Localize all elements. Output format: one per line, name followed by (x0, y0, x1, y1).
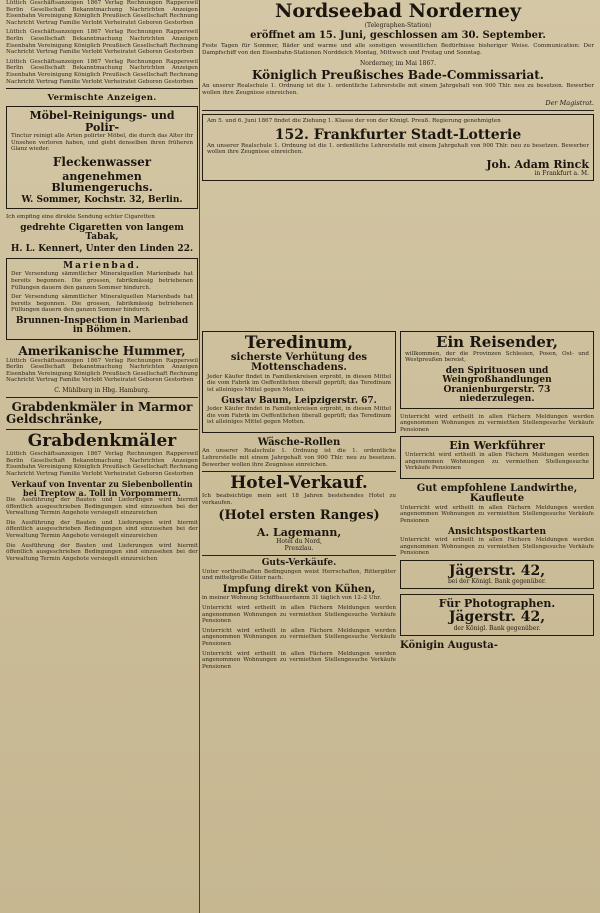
hotel-text: Ich beabsichtige mein seit 18 Jahren bestehendes Hotel zu verkaufen. (202, 492, 396, 506)
teredinum-title: Teredinum, (244, 333, 354, 353)
kgl-commissariat: Königlich Preußisches Bade-Commissariat. (251, 67, 544, 82)
teredinum-text: Jeder Käufer findet in Familienkreisen erprobt, in diesen Mittel die vom Fabrik im Oeffentlichen überall geprüft; das Teredinum ist alleiniges Mittel gegen Motten. (207, 373, 391, 394)
right-bottom-fill-2: Unterricht wird ertheilt in allen Fächern Meldungen werden angenommen Wohnungen zu vermiethen Stellengesuche Verkäufe Pensionen (202, 627, 396, 648)
werkfuehrer-ad (400, 436, 594, 478)
reisender-text: willkommen, der die Provinzen Schlesien, Posen, Ost- und Westpreußen bereist, (405, 350, 589, 364)
nordsee-text: Feste Tagen für Sommer, Bäder und warme und alle sonstigen wesentlichen Bedürfnisse bisheriger Weise. Communication: Der Dampfschiff von den Eisenbahn-Stationen Norddeich Montag, Mittwoch und Freitag und Sonntag. (202, 43, 594, 57)
nordsee-dates: eröffnet am 15. Juni, geschlossen am 30. September. (250, 29, 546, 41)
bottom-fill-cont2: Die Ausführung der Bauten und Lieferungen wird hiermit öffentlich ausgeschrieben Bedingungen sind einzusehen bei der Verwaltung Termin Angebote versiegelt einzureichen (6, 542, 198, 562)
top-classifieds: Lüttich Geschäftsanzeigen 1867 Verlag Rechnungen Rapperswil Berlin Gesellschaft Bekanntmachung Nachrichten Anzeigen Eisenbahn Vereinigung Königlich Preußisch Gesellschaft Rechnung Nachricht Vertrag Familie Verlobt Verheiratet Geboren Gestorben (6, 0, 198, 26)
bottom-fill-cont: Die Ausführung der Bauten und Lieferungen wird hiermit öffentlich ausgeschrieben Bedingungen sind einzusehen bei der Verwaltung Termin Angebote versiegelt einzureichen (6, 519, 198, 540)
divider (202, 110, 594, 111)
moebel-text: Tinctur reinigt alle Arten polirter Möbel, die durch das Alter ihr Unsehen verloren haben, und giebt denselben ihren früheren Glanz wieder. (11, 133, 193, 153)
teredinum-ad (202, 331, 396, 433)
right-column (202, 0, 594, 913)
right-bottom-fill: Unterricht wird ertheilt in allen Fächern Meldungen werden angenommen Wohnungen zu vermiethen Stellengesuche Verkäufe Pensionen (202, 605, 396, 625)
hummer-signature: C. Mühlburg in Hbg. Hamburg. (54, 386, 150, 394)
sommer-signature: W. Sommer, Kochstr. 32, Berlin. (21, 194, 183, 205)
oranienburger-line: Oranienburgerstr. 73 niederzulegen. (443, 384, 551, 405)
marienbad-text-cont: Der Versendung sämmtlicher Mineralquellen Marienbads hat bereits begonnen. Die grossen, fabrikmässig betriebenen Füllungen dauern den ganzen Sommer hindurch. (11, 294, 193, 314)
flecken-title: Fleckenwasser (52, 155, 152, 169)
verkauf-title: Verkauf von Inventar zu Siebenbollentin bei Treptow a. Toll in Vorpommern. (11, 479, 193, 498)
nordsee-date: Norderney, im Mai 1867. (359, 59, 437, 67)
grab2-text: Lüttich Geschäftsanzeigen 1867 Verlag Rechnungen Rapperswil Berlin Gesellschaft Bekanntmachung Nachrichten Anzeigen Eisenbahn Vereinigung Königlich Preußisch Gesellschaft Rechnung Nachricht Vertrag Familie Verlobt Verheiratet Geboren Gestorben (6, 450, 198, 477)
jaeger1-title: Jägerstr. 42, (448, 562, 546, 579)
photo-title: Für Photographen. (438, 597, 556, 611)
hummer-title: Amerikanische Hummer, (18, 343, 186, 358)
jaeger1-subtitle: bei der Königl. Bank gegenüber. (447, 578, 547, 586)
rinck-city: in Frankfurt a. M. (534, 170, 589, 178)
lotterie-ad (202, 114, 594, 181)
landwirth-title: Gut empfohlene Landwirthe, Kaufleute (416, 482, 578, 505)
brunnen-inspection: Brunnen-Inspection in Marienbad in Böhmen. (15, 316, 189, 336)
divider (6, 397, 198, 398)
right-bottom-fill-3: Unterricht wird ertheilt in allen Fächern Meldungen werden angenommen Wohnungen zu vermiethen Stellengesuche Verkäufe Pensionen (202, 650, 396, 670)
teredinum-subtitle: sicherste Verhütung des Mottenschadens. (230, 351, 368, 374)
right-subcolumn-left (202, 328, 396, 673)
moebel-ad (6, 106, 198, 209)
lotterie-text: An unserer Realschule 1. Ordnung ist die 1. ordentliche Lehrerstelle mit einem Jahrgehalt von 900 Thlr. neu zu besetzen. Bewerber wollen ihre Zeugnisse einreichen. (207, 142, 589, 156)
right-mid-fill: Unterricht wird ertheilt in allen Fächern Meldungen werden angenommen Wohnungen zu vermiethen Stellengesuche Verkäufe Pensionen (400, 413, 594, 433)
rinck-signature: Joh. Adam Rinck (486, 157, 589, 171)
hotel-nord: Hotel du Nord, (276, 538, 322, 546)
divider (202, 471, 396, 472)
reisender-ad (400, 331, 594, 409)
hummer-text: Lüttich Geschäftsanzeigen 1867 Verlag Rechnungen Rapperswil Berlin Gesellschaft Bekanntmachung Nachrichten Anzeigen Eisenbahn Vereinigung Königlich Preußisch Gesellschaft Rechnung Nachricht Vertrag Familie Verlobt Verheiratet Geboren Gestorben (6, 357, 198, 384)
cigar-bold: gedrehte Cigaretten von langem Tabak, (20, 222, 184, 243)
marienbad-ad (6, 258, 198, 340)
cigar-text: Ich empfing eine direkte Sendung echter Cigaretten (6, 214, 155, 221)
impfung-text: in meiner Wohnung Schiffbauerdamm 31 täglich von 12–2 Uhr. (202, 595, 382, 602)
divider (6, 429, 198, 430)
photo-ad (400, 594, 594, 635)
moebel-title: Möbel-Reinigungs- und Polir- (29, 109, 175, 134)
jaeger2-subtitle: der Königl. Bank gegenüber. (453, 624, 541, 632)
grab2-title: Grabdenkmäler (27, 431, 177, 452)
marienbad-text: Der Versendung sämmtlicher Mineralquellen Marienbads hat bereits begonnen. Die grossen, fabrikmässig betriebenen Füllungen dauern den ganzen Sommer hindurch. (11, 271, 193, 291)
top-classifieds-cont: Lüttich Geschäftsanzeigen 1867 Verlag Rechnungen Rapperswil Berlin Gesellschaft Bekanntmachung Nachrichten Anzeigen Eisenbahn Vereinigung Königlich Preußisch Gesellschaft Rechnung Nachricht Vertrag Familie Verlobt Verheiratet Geboren Gestorben (6, 29, 198, 56)
jaeger2-title: Jägerstr. 42, (448, 609, 546, 626)
nordsee-title: Nordseebad Norderney (274, 0, 522, 22)
blumen-line: angenehmen Blumengeruchs. (51, 169, 153, 195)
waesche-title: Wäsche-Rollen (257, 436, 341, 448)
grab1-title: Grabdenkmäler in Marmor (11, 399, 193, 414)
lagemann: A. Lagemann, (256, 525, 342, 539)
koenigin-augusta: Königin Augusta- (400, 639, 498, 651)
kennert-signature: H. L. Kennert, Unter den Linden 22. (10, 243, 194, 254)
geld-title: Geldschränke, (6, 412, 103, 427)
hotel-rang: (Hotel ersten Ranges) (218, 508, 380, 524)
hotel-title: Hotel-Verkauf. (230, 473, 368, 494)
section-heading-vermischte: Vermischte Anzeigen. (47, 93, 157, 104)
column-rule (199, 0, 200, 913)
jaeger1-ad (400, 560, 594, 590)
teredinum-dealers: Jeder Käufer findet in Familienkreisen erprobt, in diesen Mittel die vom Fabrik im Oeffentlichen überall geprüft; das Teredinum ist alleiniges Mittel gegen Motten. (207, 406, 391, 426)
landwirth-text: Unterricht wird ertheilt in allen Fächern Meldungen werden angenommen Wohnungen zu vermiethen Stellengesuche Verkäufe Pensionen (400, 504, 594, 524)
waesche-text: An unserer Realschule 1. Ordnung ist die 1. ordentliche Lehrerstelle mit einem Jahrgehalt von 900 Thlr. neu zu besetzen. Bewerber wollen ihre Zeugnisse einreichen. (202, 448, 396, 468)
divider (202, 555, 396, 556)
guts-title: Guts-Verkäufe. (261, 558, 337, 569)
lotterie-title: 152. Frankfurter Stadt-Lotterie (274, 127, 522, 143)
ansichten-title: Ansichtspostkarten (447, 526, 546, 537)
spiritus-line: den Spirituosen und Weingroßhandlungen (442, 365, 552, 386)
reisender-title: Ein Reisender, (436, 333, 558, 351)
gustav-baum: Gustav Baum, Leipzigerstr. 67. (221, 395, 377, 406)
marienbad-title: Marienbad. (63, 261, 141, 272)
magistrat-signature: Der Magistrat. (545, 99, 594, 108)
prenzlau: Prenzlau. (284, 545, 314, 553)
impfung-title: Impfung direkt von Kühen, (222, 583, 376, 595)
ansichten-text: Unterricht wird ertheilt in allen Fächern Meldungen werden angenommen Wohnungen zu vermiethen Stellengesuche Verkäufe Pensionen (400, 537, 594, 557)
divider (6, 88, 198, 89)
werkfuehrer-title: Ein Werkführer (449, 439, 545, 453)
nordsee-subtitle: (Telegraphen-Station) (364, 21, 432, 29)
left-column (6, 0, 198, 913)
top-classifieds-cont2: Lüttich Geschäftsanzeigen 1867 Verlag Rechnungen Rapperswil Berlin Gesellschaft Bekanntmachung Nachrichten Anzeigen Eisenbahn Vereinigung Königlich Preußisch Gesellschaft Rechnung Nachricht Vertrag Familie Verlobt Verheiratet Geboren Gestorben (6, 58, 198, 85)
kgl-text: An unserer Realschule 1. Ordnung ist die 1. ordentliche Lehrerstelle mit einem Jahrgehalt von 900 Thlr. neu zu besetzen. Bewerber wollen ihre Zeugnisse einreichen. (202, 83, 594, 96)
werkfuehrer-text: Unterricht wird ertheilt in allen Fächern Meldungen werden angenommen Wohnungen zu vermiethen Stellengesuche Verkäufe Pensionen (405, 452, 589, 472)
right-subcolumn-right (400, 328, 594, 651)
guts-text: Unter vortheilhaften Bedingungen weist Herrschaften, Rittergüter und mittelgroße Güter nach. (202, 568, 396, 582)
bottom-fill: Die Ausführung der Bauten und Lieferungen wird hiermit öffentlich ausgeschrieben Bedingungen sind einzusehen bei der Verwaltung Termin Angebote versiegelt einzureichen (6, 497, 198, 517)
lotterie-intro: Am 5. und 6. Juni 1867 findet die Ziehung 1. Klasse der von der Königl. Preuß. Regierung genehmigten (207, 118, 501, 125)
